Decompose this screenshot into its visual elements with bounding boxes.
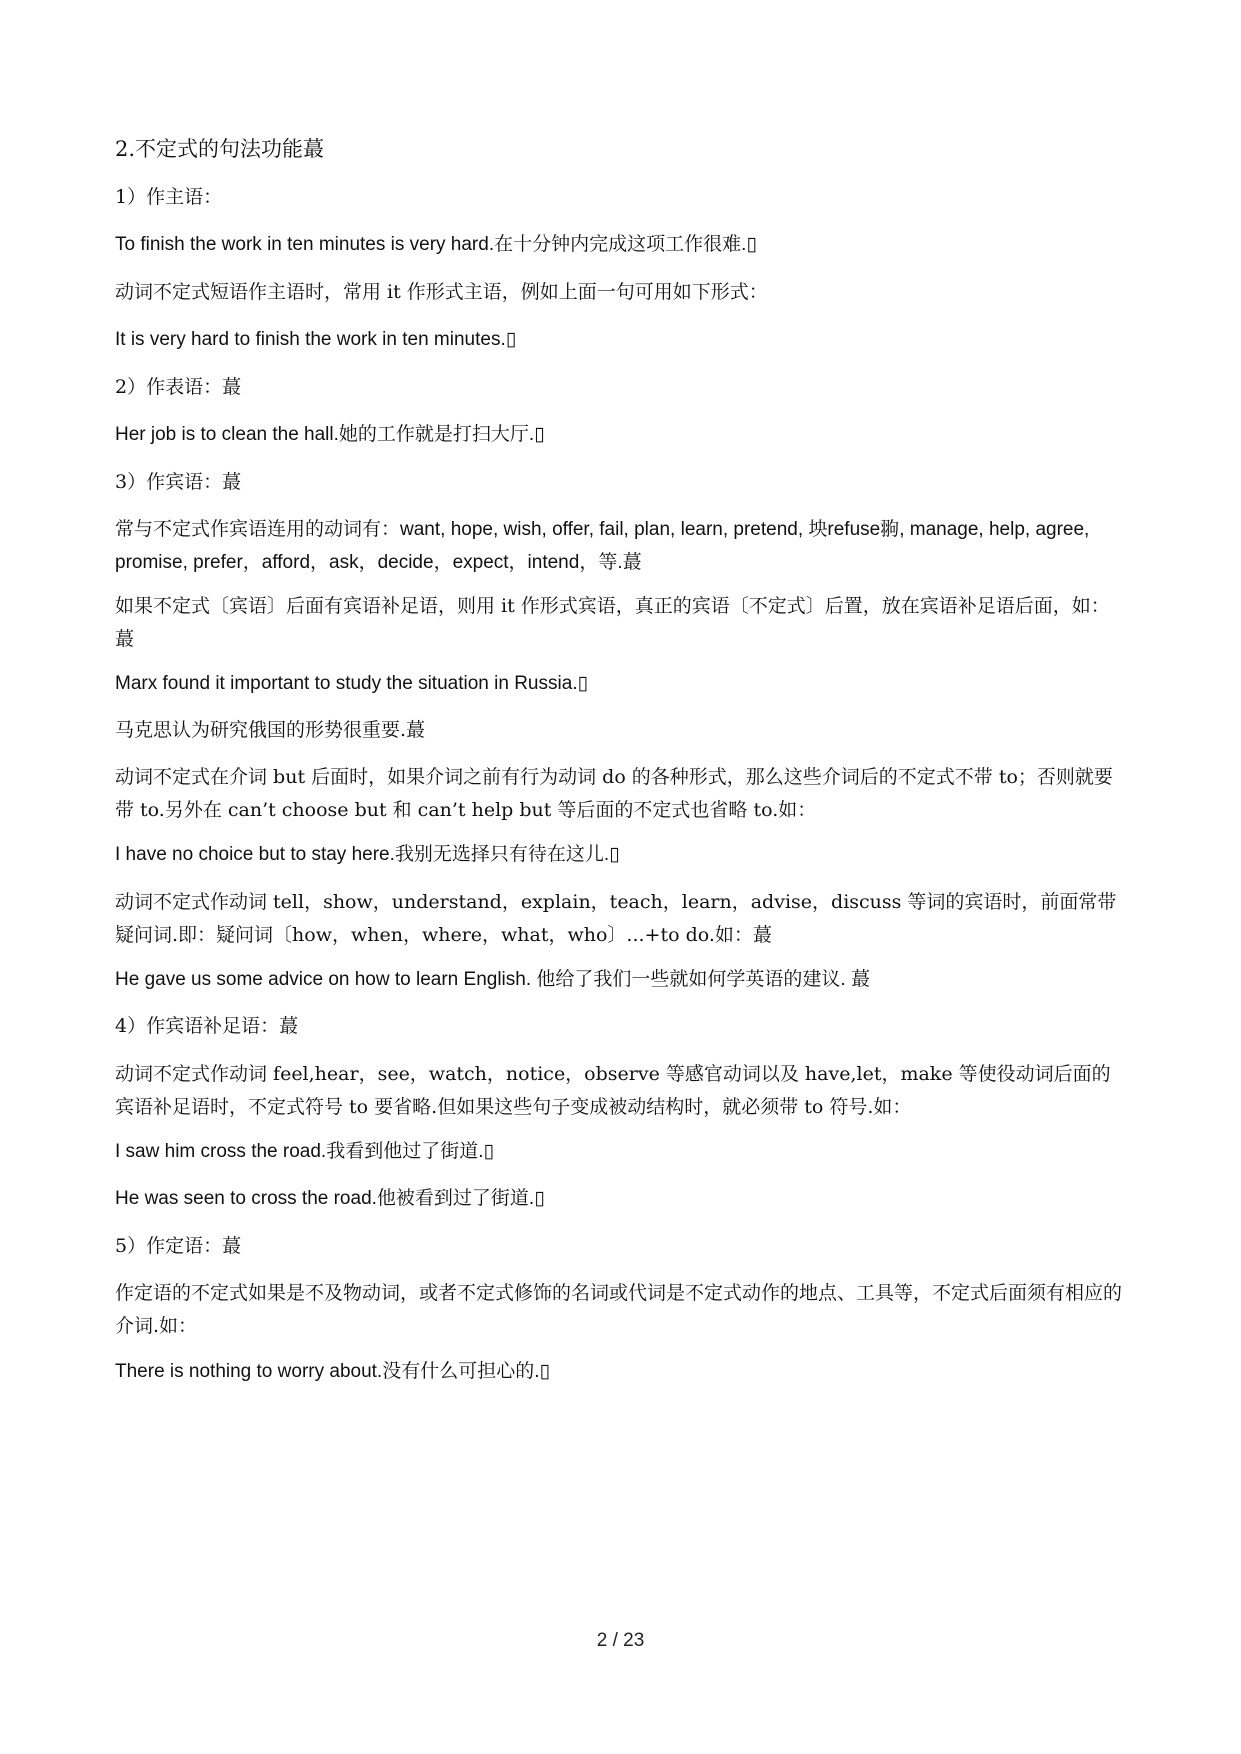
subheading-object-complement: 4）作宾语补足语：蕞	[115, 1015, 299, 1037]
explanation-paragraph: 动词不定式作动词 feel,hear，see，watch，notice，observe 等感官动词以及 have,let，make 等使役动词后面的宾语补足语时，不定式符号 to 要省略.但如果这些句子变成被动结构时，就必须带 to 符号.如：	[115, 1063, 1111, 1118]
explanation-paragraph: 常与不定式作宾语连用的动词有：want, hope, wish, offer, fail, plan, learn, pretend, 坱refuse翑, manage, help, agree, promise, prefer，afford，ask，decide，expect，intend，等.蕞	[115, 519, 1090, 573]
example-sentence: He was seen to cross the road.他被看到过了街道.▯	[115, 1188, 545, 1209]
example-sentence: To finish the work in ten minutes is very hard.在十分钟内完成这项工作很难.▯	[115, 234, 757, 255]
explanation-paragraph: 如果不定式〔宾语〕后面有宾语补足语，则用 it 作形式宾语，真正的宾语〔不定式〕后置，放在宾语补足语后面，如：蕞	[115, 595, 1110, 650]
explanation-paragraph: 动词不定式短语作主语时，常用 it 作形式主语，例如上面一句可用如下形式：	[115, 281, 768, 303]
document-page	[115, 0, 1125, 1754]
subheading-predicative: 2）作表语：蕞	[115, 376, 242, 398]
example-sentence: There is nothing to worry about.没有什么可担心的.▯	[115, 1361, 550, 1382]
example-sentence: Marx found it important to study the situation in Russia.▯	[115, 673, 589, 694]
page-number: 2 / 23	[596, 1630, 645, 1651]
example-sentence: It is very hard to finish the work in ten minutes.▯	[115, 329, 517, 350]
subheading-attribute: 5）作定语：蕞	[115, 1235, 242, 1257]
example-sentence: Her job is to clean the hall.她的工作就是打扫大厅.▯	[115, 424, 545, 445]
explanation-paragraph: 动词不定式在介词 but 后面时，如果介词之前有行为动词 do 的各种形式，那么这些介词后的不定式不带 to；否则就要带 to.另外在 can’t choose but 和 can’t help but 等后面的不定式也省略 to.如：	[115, 766, 1113, 821]
section-heading: 2.不定式的句法功能蕞	[115, 137, 325, 161]
explanation-paragraph: 作定语的不定式如果是不及物动词，或者不定式修饰的名词或代词是不定式动作的地点、工具等，不定式后面须有相应的介词.如：	[115, 1282, 1123, 1337]
subheading-object: 3）作宾语：蕞	[115, 471, 242, 493]
translation-line: 马克思认为研究俄国的形势很重要.蕞	[115, 719, 426, 741]
example-sentence: I saw him cross the road.我看到他过了街道.▯	[115, 1141, 494, 1162]
subheading-subject: 1）作主语：	[115, 186, 223, 208]
explanation-paragraph: 动词不定式作动词 tell，show，understand，explain，teach，learn，advise，discuss 等词的宾语时，前面常带疑问词.即：疑问词〔how，when，where，what，who〕...+to do.如：蕞	[115, 891, 1117, 946]
example-sentence: I have no choice but to stay here.我别无选择只有待在这儿.▯	[115, 844, 620, 865]
example-sentence: He gave us some advice on how to learn English. 他给了我们一些就如何学英语的建议. 蕞	[115, 969, 870, 990]
